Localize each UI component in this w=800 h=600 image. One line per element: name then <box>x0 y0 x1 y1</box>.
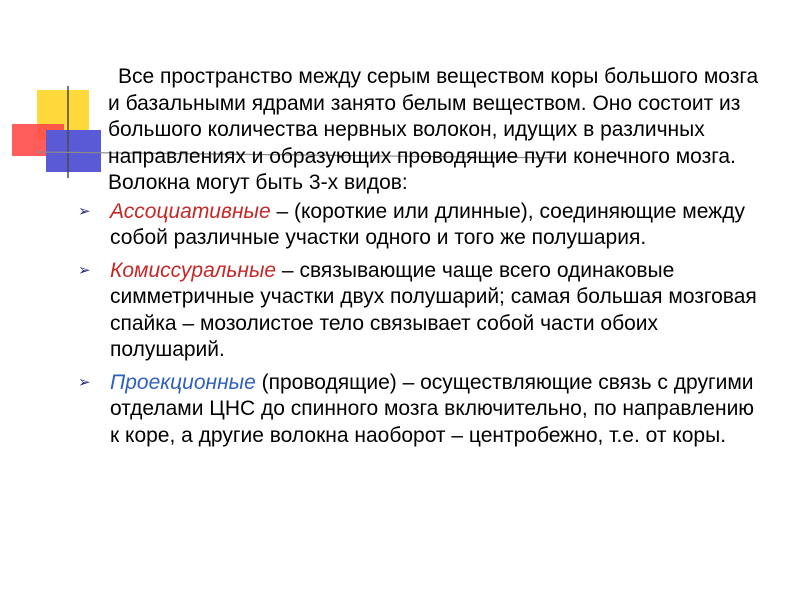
item-text: – связывающие чаще всего одинаковые симметричные участки двух полушарий; самая большая мозговая спайка – мозолистое тело связывает собой части обоих полушарий. <box>110 258 757 361</box>
term-associative: Ассоциативные <box>110 199 271 223</box>
list-item-projection <box>78 370 768 450</box>
arrow-bullet-icon: ➢ <box>78 202 91 220</box>
item-text: (проводящие) – осуществляющие связь с другими отделами ЦНС до спинного мозга включительно, по направлению к коре, а другие волокна наоборот – центробежно, т.е. от коры. <box>110 370 755 447</box>
arrow-bullet-icon: ➢ <box>78 261 91 279</box>
list-item-commissural <box>78 258 768 364</box>
item-text: – (короткие или длинные), соединяющие между собой различные участки одного и того же полушария. <box>110 199 745 249</box>
list-item-associative <box>78 199 768 252</box>
fiber-types-list <box>78 199 768 450</box>
term-commissural: Комиссуральные <box>110 258 277 282</box>
term-projection: Проекционные <box>110 370 256 394</box>
slide-body <box>78 64 768 455</box>
intro-paragraph: Все пространство между серым веществом коры большого мозга и базальными ядрами занято белым веществом. Оно состоит из большого количества нервных волокон, идущих в различных направлениях и образующих проводящие пути конечного мозга. Волокна могут быть 3-х видов: <box>108 65 759 194</box>
arrow-bullet-icon: ➢ <box>78 373 91 391</box>
